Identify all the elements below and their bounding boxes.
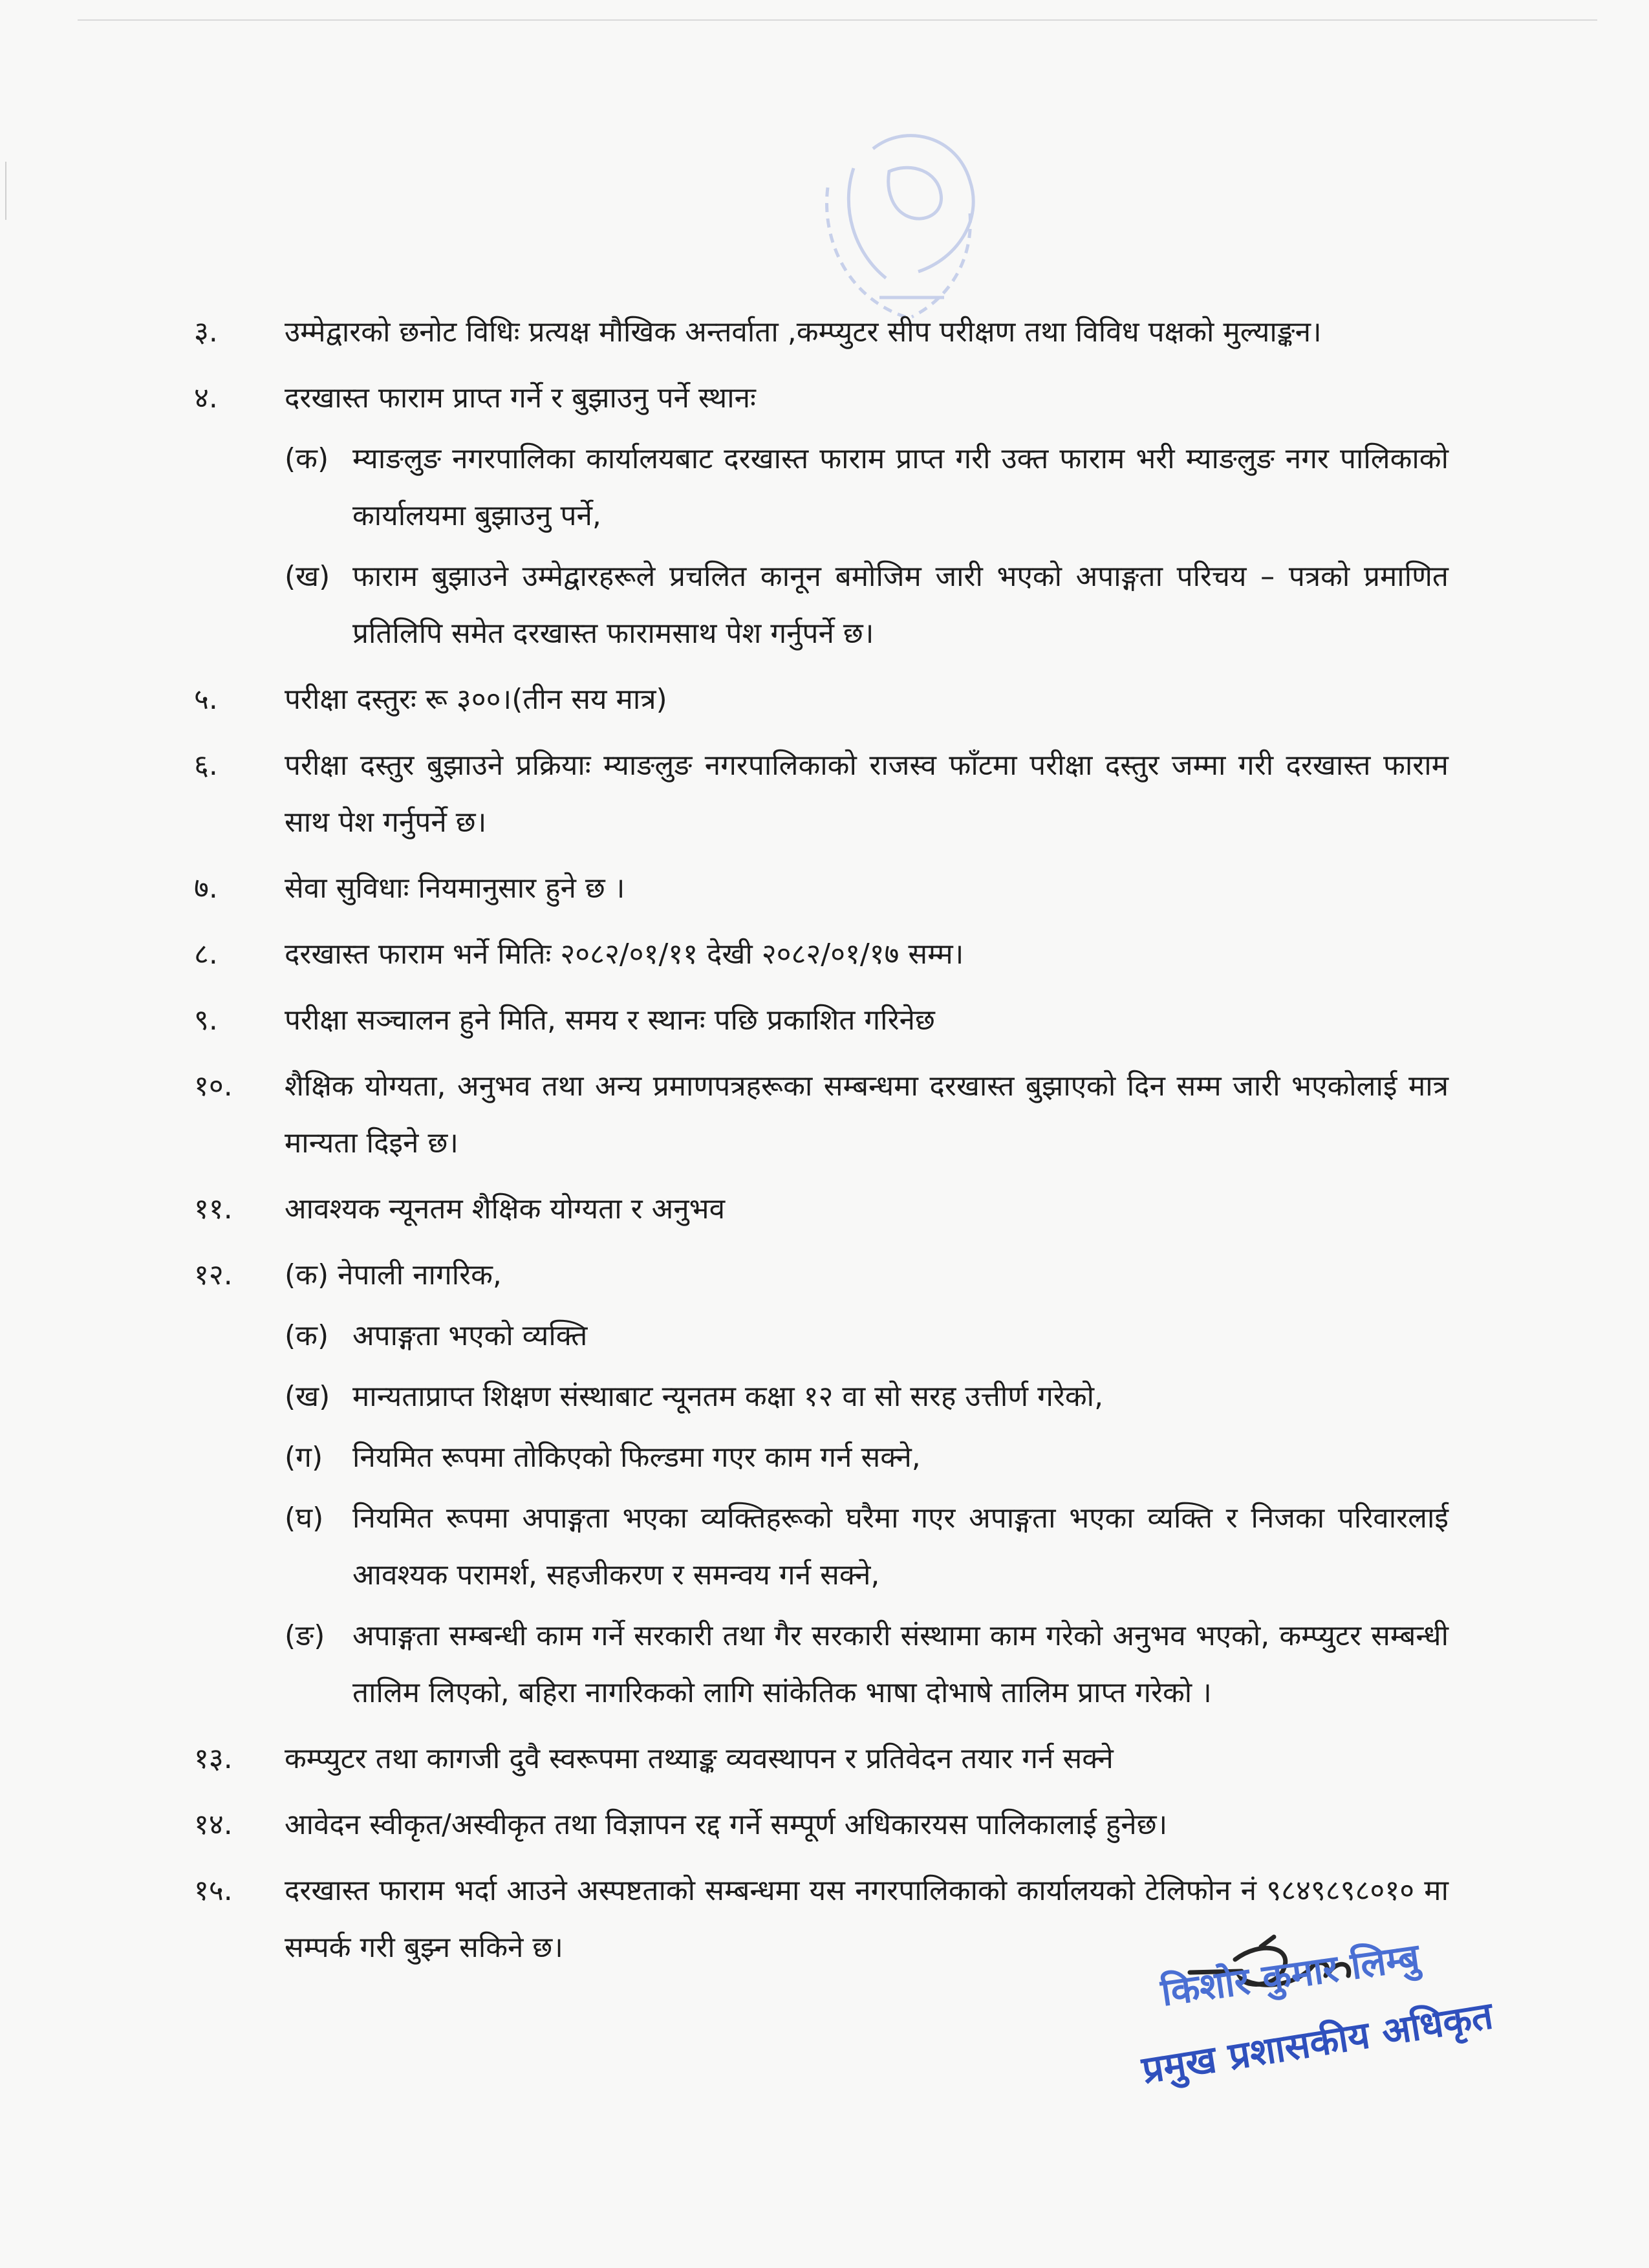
item-number: ५. xyxy=(194,683,218,716)
item-text: आवश्यक न्यूनतम शैक्षिक योग्यता र अनुभव xyxy=(285,1193,726,1226)
list-item xyxy=(194,304,1449,361)
item-text: दरखास्त फाराम भर्ने मितिः २०८२/०१/११ देखी २०८२/०१/१७ सम्म। xyxy=(285,938,964,971)
sub-item-label: (क) xyxy=(285,1319,329,1352)
sub-item-text: अपाङ्गता सम्बन्धी काम गर्ने सरकारी तथा गैर सरकारी संस्थामा काम गरेको अनुभव भएको, कम्प्युटर सम्बन्धी तालिम लिएको, बहिरा नागरिकको लागि सांकेतिक भाषा दोभाषे तालिम प्राप्त गरेको । xyxy=(352,1619,1449,1709)
scan-margin-mark xyxy=(5,162,6,220)
list-item xyxy=(194,671,1449,728)
item-text: शैक्षिक योग्यता, अनुभव तथा अन्य प्रमाणपत्रहरूका सम्बन्धमा दरखास्त बुझाएको दिन सम्म जारी भएकोलाई मात्र मान्यता दिइने छ। xyxy=(285,1070,1449,1160)
item-text: उम्मेद्वारको छनोट विधिः प्रत्यक्ष मौखिक अन्तर्वाता ,कम्प्युटर सीप परीक्षण तथा विविध पक्षको मुल्याङ्कन। xyxy=(285,316,1322,349)
item-text: दरखास्त फाराम भर्दा आउने अस्पष्टताको सम्बन्धमा यस नगरपालिकाको कार्यालयको टेलिफोन नं ९८४९८९८०१० मा सम्पर्क गरी बुझ्न सकिने छ। xyxy=(285,1874,1449,1964)
item-number: ४. xyxy=(194,382,218,415)
list-item xyxy=(194,926,1449,983)
sub-item-text: म्याङलुङ नगरपालिका कार्यालयबाट दरखास्त फाराम प्राप्त गरी उक्त फाराम भरी म्याङलुङ नगर पालिकाको कार्यालयमा बुझाउनु पर्ने, xyxy=(352,442,1449,532)
sub-item-text: अपाङ्गता भएको व्यक्ति xyxy=(352,1319,588,1352)
sub-item-text: मान्यताप्राप्त शिक्षण संस्थाबाट न्यूनतम कक्षा १२ वा सो सरह उत्तीर्ण गरेको, xyxy=(352,1380,1104,1413)
list-item xyxy=(194,1181,1449,1238)
sub-item xyxy=(194,1368,1449,1425)
item-number: ९. xyxy=(194,1004,218,1037)
list-item xyxy=(194,992,1449,1049)
item-number: ६. xyxy=(194,749,218,782)
item-number: ८. xyxy=(194,938,218,971)
sub-item-label: (ख) xyxy=(285,1380,330,1413)
item-number: १२. xyxy=(194,1258,233,1291)
item-text: कम्प्युटर तथा कागजी दुवै स्वरूपमा तथ्याङ्क व्यवस्थापन र प्रतिवेदन तयार गर्न सक्ने xyxy=(285,1742,1114,1775)
sub-item xyxy=(194,1308,1449,1365)
sub-item xyxy=(194,1490,1449,1604)
document-body xyxy=(194,304,1449,1976)
sub-item-label: (ङ) xyxy=(285,1619,325,1652)
item-text: परीक्षा दस्तुरः रू ३००।(तीन सय मात्र) xyxy=(285,683,667,716)
item-number: १३. xyxy=(194,1742,233,1775)
list-item xyxy=(194,1058,1449,1172)
list-item xyxy=(194,1797,1449,1853)
item-number: ११. xyxy=(194,1193,233,1226)
sub-item-text: फाराम बुझाउने उम्मेद्वारहरूले प्रचलित कानून बमोजिम जारी भएको अपाङ्गता परिचय – पत्रको प्रमाणित प्रतिलिपि समेत दरखास्त फारामसाथ पेश गर्नुपर्ने छ। xyxy=(352,560,1449,650)
item-text: सेवा सुविधाः नियमानुसार हुने छ । xyxy=(285,872,625,905)
item-number: ७. xyxy=(194,872,218,905)
sub-item xyxy=(194,1429,1449,1486)
stamp-title: प्रमुख प्रशासकीय अधिकृत xyxy=(1139,1993,1496,2093)
item-text: परीक्षा दस्तुर बुझाउने प्रक्रियाः म्याङलुङ नगरपालिकाको राजस्व फाँटमा परीक्षा दस्तुर जम्मा गरी दरखास्त फाराम साथ पेश गर्नुपर्ने छ। xyxy=(285,749,1449,839)
sub-item-label: (ग) xyxy=(285,1441,323,1474)
sub-item-text: नियमित रूपमा तोकिएको फिल्डमा गएर काम गर्न सक्ने, xyxy=(352,1441,921,1474)
scan-edge-line xyxy=(78,19,1597,21)
item-number: १०. xyxy=(194,1070,233,1103)
list-item xyxy=(194,1731,1449,1787)
sub-item-text: नियमित रूपमा अपाङ्गता भएका व्यक्तिहरूको घरैमा गएर अपाङ्गता भएका व्यक्ति र निजका परिवारलाई आवश्यक परामर्श, सहजीकरण र समन्वय गर्न सक्ने, xyxy=(352,1502,1449,1592)
item-text: आवेदन स्वीकृत/अस्वीकृत तथा विज्ञापन रद्द गर्ने सम्पूर्ण अधिकारयस पालिकालाई हुनेछ। xyxy=(285,1808,1168,1841)
list-item xyxy=(194,1247,1449,1304)
sub-item xyxy=(194,1608,1449,1722)
sub-item-label: (ख) xyxy=(285,560,330,593)
stamp-name: किशोर कुमार लिम्बु xyxy=(1158,1934,1423,2015)
item-text: दरखास्त फाराम प्राप्त गर्ने र बुझाउनु पर्ने स्थानः xyxy=(285,382,756,415)
item-number: १४. xyxy=(194,1808,233,1841)
list-item xyxy=(194,370,1449,427)
list-item xyxy=(194,737,1449,851)
item-number: १५. xyxy=(194,1874,233,1907)
item-text: (क) नेपाली नागरिक, xyxy=(285,1258,502,1291)
item-text: परीक्षा सञ्चालन हुने मिति, समय र स्थानः पछि प्रकाशित गरिनेछ xyxy=(285,1004,935,1037)
sub-item-label: (घ) xyxy=(285,1502,324,1535)
item-number: ३. xyxy=(194,316,218,349)
list-item xyxy=(194,860,1449,917)
sub-item xyxy=(194,548,1449,662)
sub-item-label: (क) xyxy=(285,442,329,475)
sub-item xyxy=(194,431,1449,545)
